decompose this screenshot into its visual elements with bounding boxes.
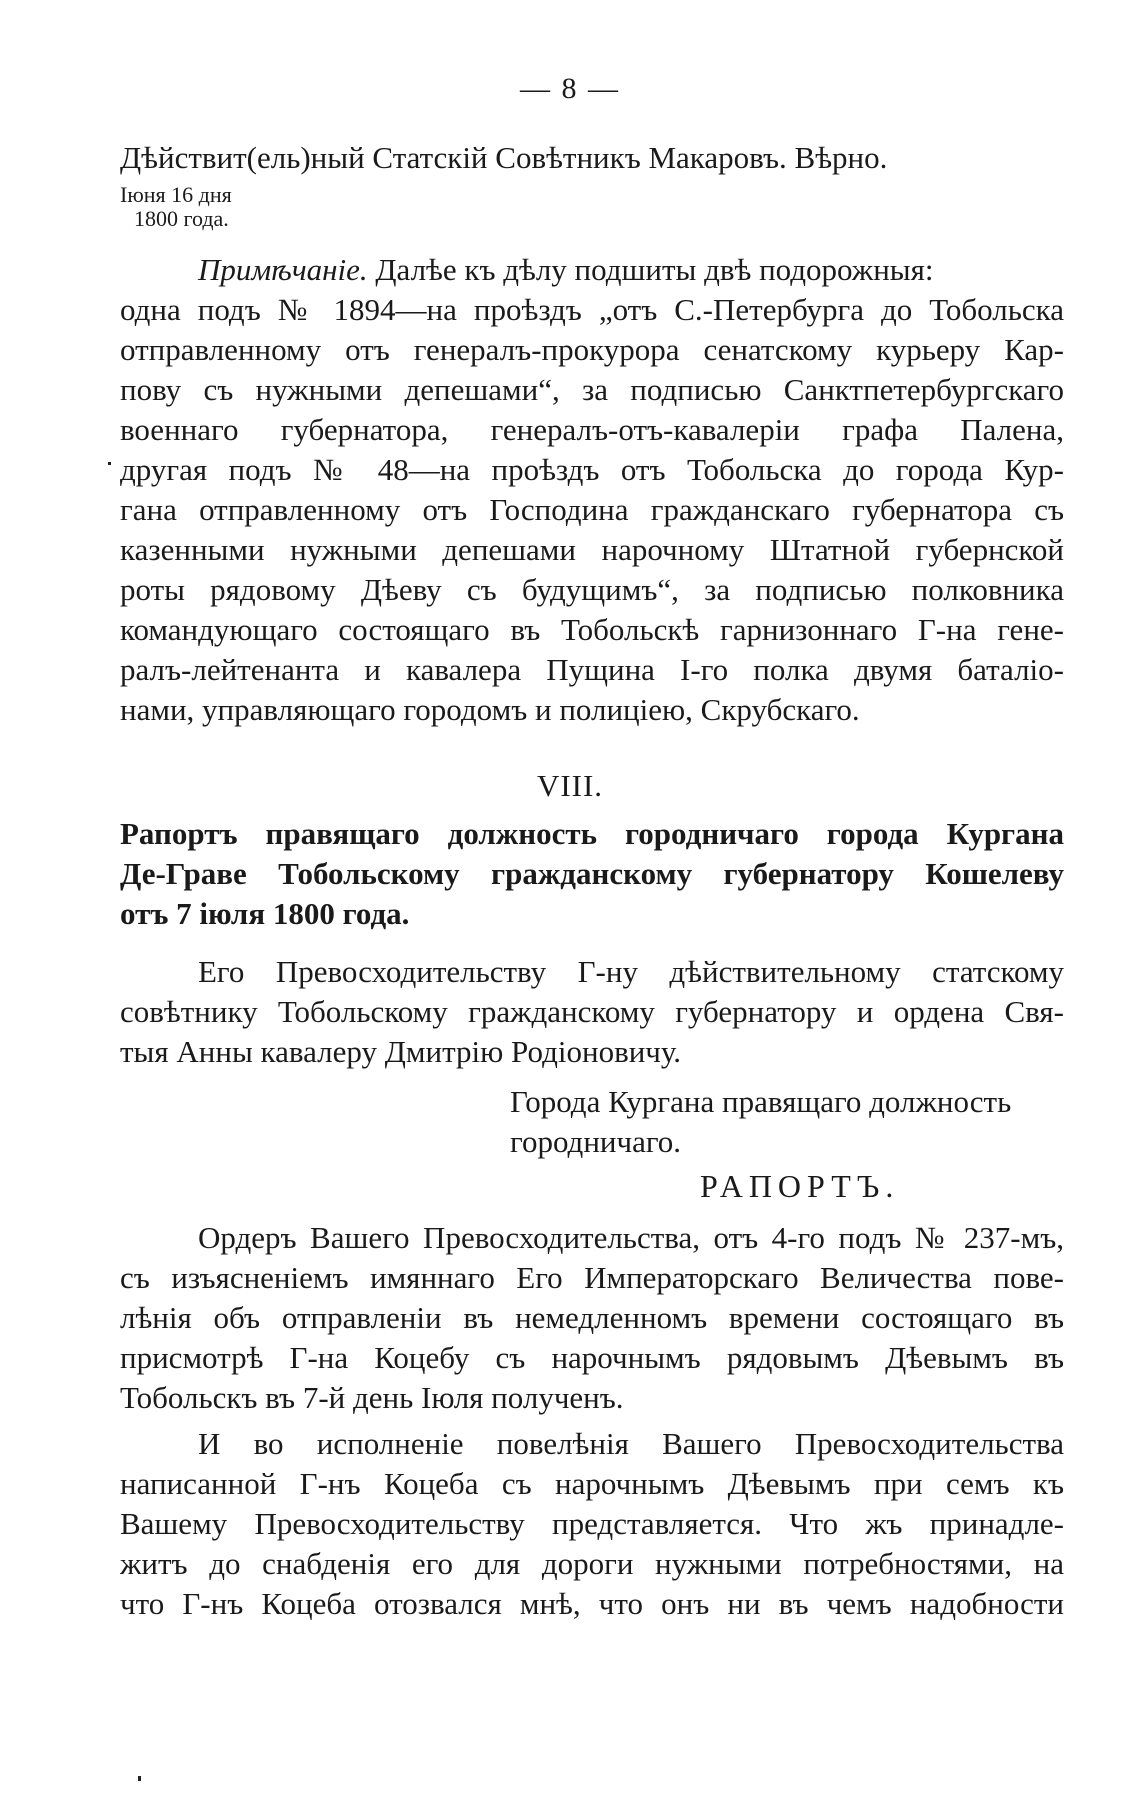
paragraph-line: написанной Г-нъ Коцеба съ нарочнымъ Дѣевымъ при семъ къ <box>120 1466 1064 1501</box>
address-block <box>120 952 1064 1072</box>
paragraph-line: Ордеръ Вашего Превосходительства, отъ 4-го подъ № 237-мъ, <box>198 1220 1064 1255</box>
note-line-last: нами, управляющаго городомъ и полиціею, Скрубскаго. <box>120 692 860 727</box>
document-heading <box>120 814 1064 934</box>
paragraph-line-last: Тобольскъ въ 7-й день Іюля полученъ. <box>120 1380 624 1415</box>
signature-line: Дѣйствит(ель)ный Статскій Совѣтникъ Макаровъ. Вѣрно. <box>120 140 888 175</box>
signature-date-line-2: 1800 года. <box>134 206 229 231</box>
note-first-line <box>120 250 1064 290</box>
paragraph-1 <box>120 1218 1064 1418</box>
sender-block <box>510 1082 1070 1162</box>
paragraph-line: лѣнія объ отправленіи въ немедленномъ времени состоящаго въ <box>120 1300 1064 1335</box>
paragraph-line: присмотрѣ Г-на Коцебу съ нарочнымъ рядовымъ Дѣевымъ въ <box>120 1340 1064 1375</box>
note-line: военнаго губернатора, генералъ-отъ-кавалеріи графа Палена, <box>120 412 1064 447</box>
note-line: другая подъ № 48—на проѣздъ отъ Тобольска до города Кур- <box>120 452 1064 487</box>
section-number: VIII. <box>536 768 604 803</box>
address-line: Его Превосходительству Г-ну дѣйствительному статскому <box>198 954 1064 989</box>
paragraph-2 <box>120 1424 1064 1624</box>
heading-line: Рапортъ правящаго должность городничаго города Кургана <box>120 816 1064 851</box>
sender-line: городничаго. <box>510 1124 682 1159</box>
paragraph-line: съ изъясненіемъ имяннаго Его Императорскаго Величества пове- <box>120 1260 1064 1295</box>
note-block <box>120 250 1064 730</box>
note-line: отправленному отъ генералъ-прокурора сенатскому курьеру Кар- <box>120 332 1064 367</box>
print-speck <box>108 462 111 465</box>
paragraph-line: что Г-нъ Коцеба отозвался мнѣ, что онъ ни въ чемъ надобности <box>120 1586 1064 1621</box>
address-line: совѣтнику Тобольскому гражданскому губернатору и ордена Свя- <box>120 994 1064 1029</box>
note-line: роты рядовому Дѣеву съ будущимъ“, за подписью полковника <box>120 572 1064 607</box>
paragraph-line: Вашему Превосходительству представляется. Что жъ принадле- <box>120 1506 1064 1541</box>
heading-line-last: отъ 7 іюля 1800 года. <box>120 896 410 931</box>
page-number: — 8 — <box>520 72 620 105</box>
raport-title: РАПОРТЪ. <box>700 1168 900 1204</box>
signature-date-line-1: Іюня 16 дня <box>120 182 232 207</box>
paragraph-line: житъ до снабденія его для дороги нужными потребностями, на <box>120 1546 1064 1581</box>
address-line-last: тыя Анны кавалеру Дмитрію Родіоновичу. <box>120 1034 682 1069</box>
note-line: казенными нужными депешами нарочному Штатной губернской <box>120 532 1064 567</box>
sender-line: Города Кургана правящаго должность <box>510 1084 1012 1119</box>
note-line: одна подъ № 1894—на проѣздъ „отъ С.-Петербурга до Тобольска <box>120 292 1064 327</box>
note-line: командующаго состоящаго въ Тобольскѣ гарнизоннаго Г-на гене- <box>120 612 1064 647</box>
note-line: гана отправленному отъ Господина гражданскаго губернатора съ <box>120 492 1064 527</box>
note-first-line-text: Далѣе къ дѣлу подшиты двѣ подорожныя: <box>367 252 934 287</box>
print-speck <box>138 1776 141 1781</box>
note-label: Примѣчаніе. <box>198 252 368 287</box>
note-line: пову съ нужными депешами“, за подписью Санктпетербургскаго <box>120 372 1064 407</box>
paragraph-line: И во исполненіе повелѣнія Вашего Превосходительства <box>198 1426 1064 1461</box>
note-line: ралъ-лейтенанта и кавалера Пущина І-го полка двумя баталіо- <box>120 652 1064 687</box>
heading-line: Де-Граве Тобольскому гражданскому губернатору Кошелеву <box>120 856 1064 891</box>
